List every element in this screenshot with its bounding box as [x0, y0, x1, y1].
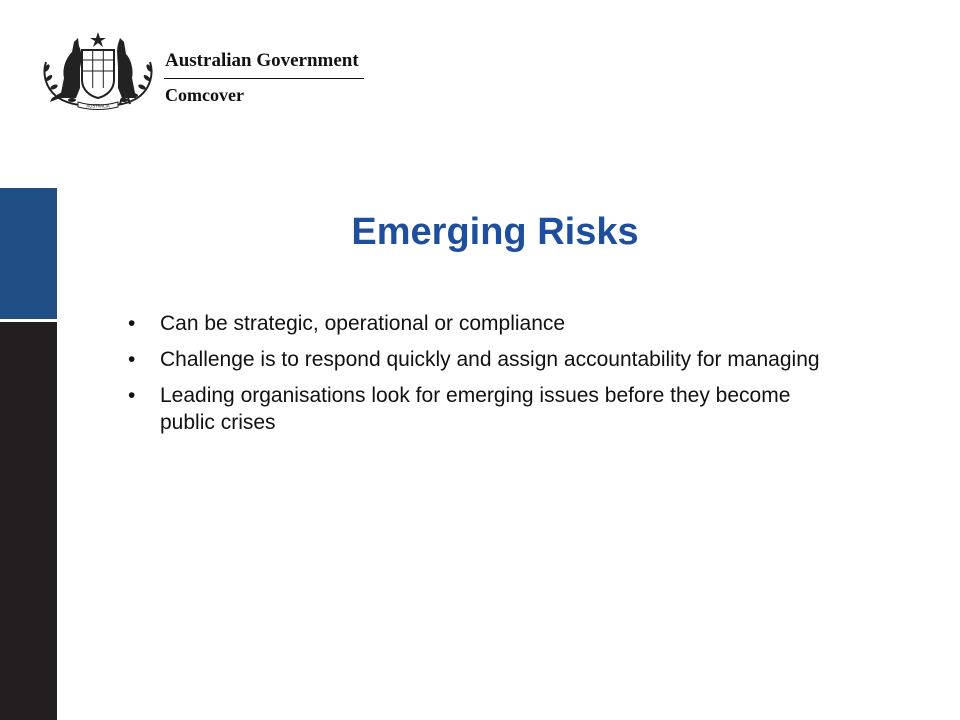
bullet-text: Challenge is to respond quickly and assign accountability for managing [160, 348, 820, 371]
bullet-marker: • [128, 312, 136, 335]
bullet-text: Can be strategic, operational or compliance [160, 312, 566, 335]
bullet-marker: • [128, 384, 136, 407]
header-divider [164, 78, 364, 79]
bullet-text: Leading organisations look for emerging issues before they become public crises [160, 384, 791, 434]
list-item [128, 310, 848, 337]
list-item [128, 382, 848, 436]
coat-of-arms-icon [38, 28, 158, 110]
agency-name: Comcover [165, 85, 244, 105]
bullet-list [128, 310, 848, 445]
slide-title: Emerging Risks [351, 211, 639, 253]
crest-motto: AUSTRALIA [86, 103, 110, 109]
bullet-marker: • [128, 348, 136, 371]
left-accent-bar-black [0, 322, 57, 720]
organisation-name: Australian Government [165, 50, 359, 71]
list-item [128, 346, 848, 373]
government-logo [38, 28, 378, 112]
